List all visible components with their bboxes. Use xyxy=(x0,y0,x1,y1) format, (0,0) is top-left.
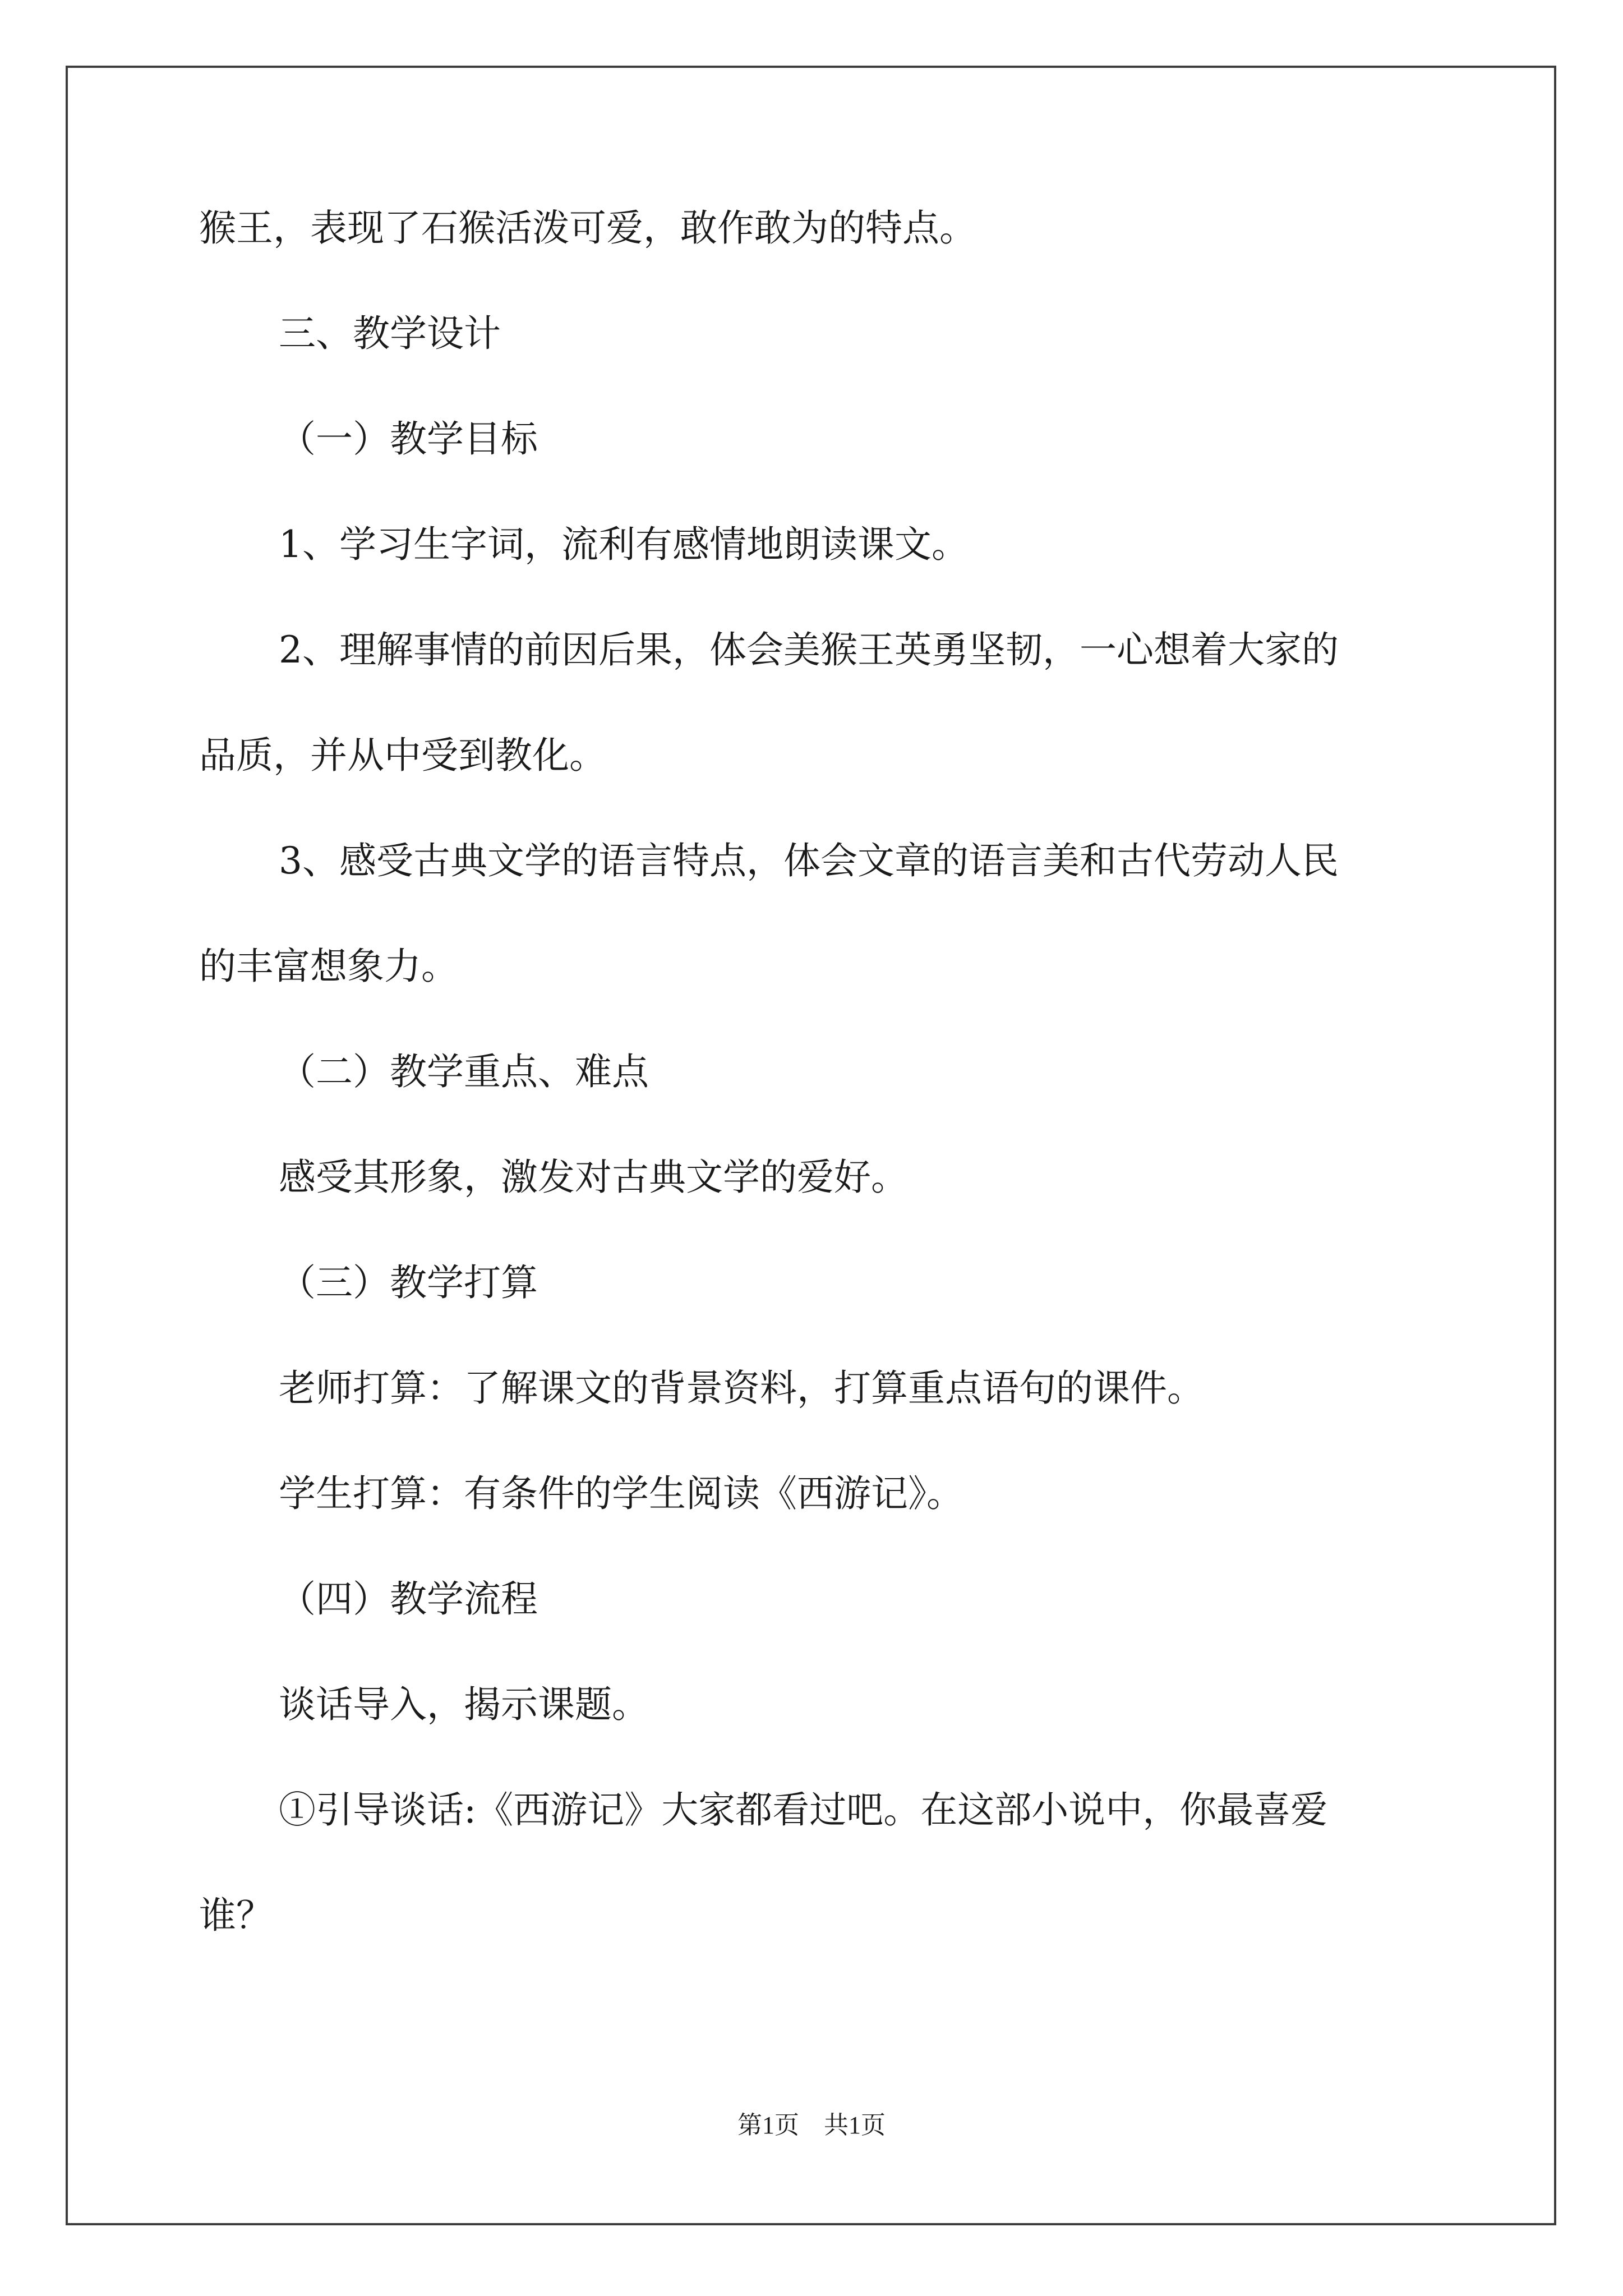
paragraph-line: 谁？ xyxy=(199,1894,273,1937)
paragraph-line: 学生打算：有条件的学生阅读《西游记》。 xyxy=(279,1472,963,1515)
paragraph-line: 的丰富想象力。 xyxy=(199,945,458,988)
page-footer: 第1页 共1页 xyxy=(737,2111,886,2139)
paragraph-line: 品质，并从中受到教化。 xyxy=(199,734,606,777)
paragraph-line: 老师打算：了解课文的背景资料，打算重点语句的课件。 xyxy=(279,1366,1204,1410)
paragraph-line: 2、理解事情的前因后果，体会美猴王英勇坚韧，一心想着大家的 xyxy=(279,628,1339,671)
paragraph-line: 谈话导入，揭示课题。 xyxy=(279,1683,649,1726)
paragraph-line: 猴王，表现了石猴活泼可爱，敢作敢为的特点。 xyxy=(199,206,976,250)
section-heading: 三、教学设计 xyxy=(279,312,501,355)
paragraph-line: 感受其形象，激发对古典文学的爱好。 xyxy=(279,1156,908,1199)
subsection-heading: （三）教学打算 xyxy=(279,1261,538,1304)
paragraph-line: 3、感受古典文学的语言特点，体会文章的语言美和古代劳动人民 xyxy=(279,839,1339,882)
subsection-heading: （一）教学目标 xyxy=(279,417,538,461)
paragraph-line: 1、学习生字词，流利有感情地朗读课文。 xyxy=(279,523,969,566)
paragraph-line: ①引导谈话:《西游记》大家都看过吧。在这部小说中，你最喜爱 xyxy=(279,1788,1328,1832)
subsection-heading: （四）教学流程 xyxy=(279,1577,538,1621)
document-body xyxy=(199,206,1433,2001)
subsection-heading: （二）教学重点、难点 xyxy=(279,1050,649,1093)
